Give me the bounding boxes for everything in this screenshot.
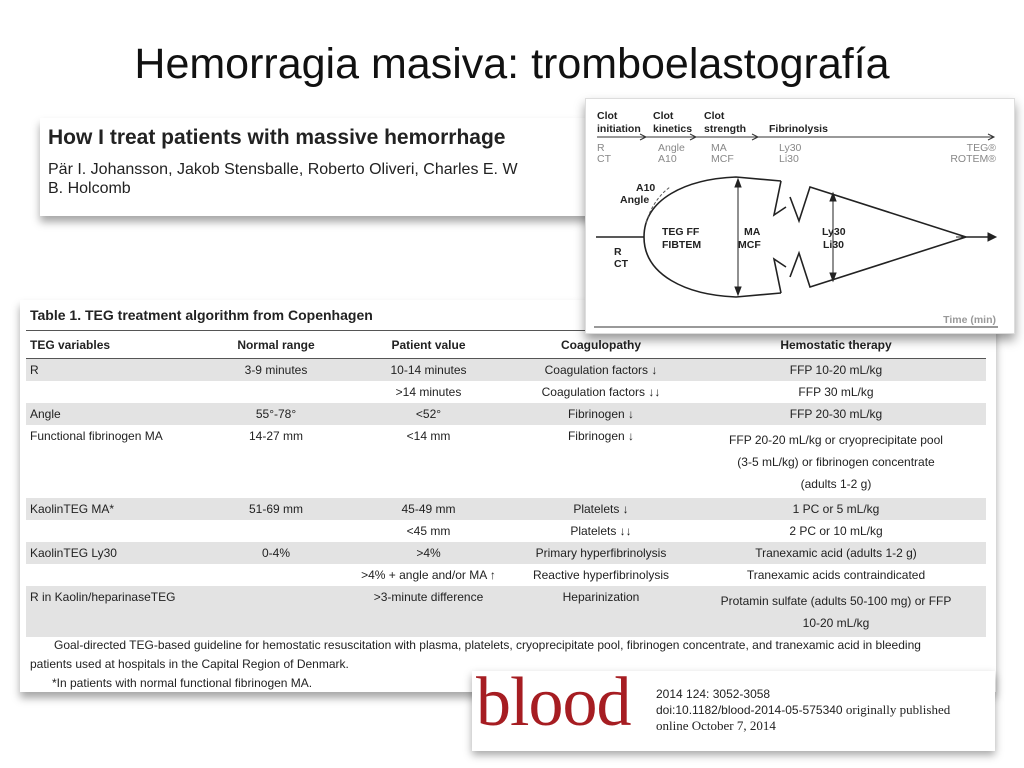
- label-ct: CT: [614, 258, 628, 270]
- table-row: [26, 425, 986, 498]
- ma-arrow-head-down: [735, 287, 741, 295]
- label-a10: A10: [636, 182, 656, 194]
- cell-patient: >14 minutes: [395, 385, 462, 399]
- table-row: [26, 381, 986, 403]
- cell-variable: KaolinTEG MA*: [26, 498, 211, 520]
- cell-coagulopathy: Fibrinogen ↓: [567, 429, 635, 443]
- teg-diagram-card: [585, 98, 1015, 334]
- cell-variable: Angle: [26, 403, 211, 425]
- cell-normal: [211, 381, 341, 403]
- cell-patient: >4% + angle and/or MA ↑: [361, 568, 496, 582]
- table-row: [26, 403, 986, 425]
- param-teg-angle: Angle: [658, 142, 685, 154]
- phase-1-line-1: Clot: [597, 110, 618, 122]
- table-row: [26, 359, 986, 382]
- therapy-line-3: (adults 1-2 g): [800, 477, 872, 491]
- phase-1-line-2: initiation: [597, 123, 641, 135]
- cell-variable: [26, 564, 211, 586]
- citation-doi: doi:10.1182/blood-2014-05-575340: [656, 703, 843, 717]
- phase-2-line-1: Clot: [653, 110, 674, 122]
- cell-normal: 55°-78°: [211, 403, 341, 425]
- table-row: [26, 520, 986, 542]
- cell-variable: Functional fibrinogen MA: [30, 429, 163, 443]
- col-header-patient-value: Patient value: [341, 331, 516, 359]
- brand-teg: TEG®: [966, 142, 996, 154]
- citation-line-3: online October 7, 2014: [656, 718, 776, 733]
- cell-normal: 51-69 mm: [211, 498, 341, 520]
- tracing-end-arrow: [988, 233, 996, 241]
- cell-variable: R: [26, 359, 211, 382]
- param-teg-ly30: Ly30: [779, 142, 802, 154]
- footnote-line-3: *In patients with normal functional fibrinogen MA.: [52, 676, 313, 690]
- teg-tracing-diagram: [586, 99, 1015, 334]
- journal-citation: [656, 687, 991, 733]
- cell-therapy: [686, 586, 986, 637]
- cell-coagulopathy: Heparinization: [516, 586, 686, 637]
- cell-patient: <45 mm: [406, 524, 451, 538]
- cell-coagulopathy: Fibrinogen ↓: [516, 403, 686, 425]
- table-row: [26, 498, 986, 520]
- therapy-line-1: Protamin sulfate (adults 50-100 mg) or FFP: [720, 594, 952, 608]
- cell-therapy: Tranexamic acids contraindicated: [746, 568, 926, 582]
- citation-line-1: 2014 124: 3052-3058: [656, 687, 771, 701]
- cell-patient: <14 mm: [406, 429, 451, 443]
- col-header-normal-range: Normal range: [211, 331, 341, 359]
- col-header-variables: TEG variables: [26, 331, 211, 359]
- param-rotem-li30: Li30: [779, 153, 799, 165]
- table-row: [26, 564, 986, 586]
- blood-journal-card: [472, 671, 995, 751]
- paper-authors: [48, 160, 607, 198]
- phase-3-line-2: strength: [704, 123, 746, 135]
- cell-patient: 10-14 minutes: [341, 359, 516, 382]
- table-header-row: [26, 331, 986, 359]
- table-row: [26, 586, 986, 637]
- therapy-line-1: FFP 20-20 mL/kg or cryoprecipitate pool: [729, 433, 943, 447]
- cell-coagulopathy: Platelets ↓↓: [570, 524, 632, 538]
- cell-therapy: FFP 10-20 mL/kg: [686, 359, 986, 382]
- table-row: [26, 542, 986, 564]
- param-teg-ma: MA: [711, 142, 727, 154]
- slide-title: Hemorragia masiva: tromboelastografía: [134, 40, 890, 88]
- label-teg-ff: TEG FF: [662, 226, 700, 238]
- cell-variable: KaolinTEG Ly30: [26, 542, 211, 564]
- label-r: R: [614, 246, 622, 258]
- tracing-upper-break: [774, 181, 786, 215]
- citation-line-2: [656, 702, 991, 718]
- cell-coagulopathy: Reactive hyperfibrinolysis: [532, 568, 670, 582]
- cell-coagulopathy: Primary hyperfibrinolysis: [516, 542, 686, 564]
- cell-variable: R in Kaolin/heparinaseTEG: [26, 586, 211, 637]
- cell-variable: [26, 381, 211, 403]
- cell-patient: <52°: [341, 403, 516, 425]
- paper-header-card: [40, 118, 615, 216]
- cell-coagulopathy: Coagulation factors ↓↓: [541, 385, 661, 399]
- teg-table-card: [20, 300, 996, 692]
- authors-line-2: B. Holcomb: [48, 180, 131, 197]
- cell-coagulopathy: Coagulation factors ↓: [516, 359, 686, 382]
- cell-therapy: FFP 30 mL/kg: [798, 385, 874, 399]
- cell-therapy: FFP 20-30 mL/kg: [686, 403, 986, 425]
- paper-title: How I treat patients with massive hemorrhage: [48, 126, 506, 149]
- cell-patient: 45-49 mm: [341, 498, 516, 520]
- ma-arrow-head-up: [735, 179, 741, 187]
- therapy-line-2: 10-20 mL/kg: [802, 616, 870, 630]
- label-ma: MA: [744, 226, 761, 238]
- cell-therapy: [686, 425, 986, 498]
- teg-algorithm-table: [26, 330, 986, 637]
- cell-normal: 3-9 minutes: [211, 359, 341, 382]
- cell-patient: >3-minute difference: [341, 586, 516, 637]
- cell-patient: >4%: [341, 542, 516, 564]
- label-time-min: Time (min): [943, 314, 996, 326]
- label-li30: Li30: [823, 239, 845, 251]
- param-rotem-ct: CT: [597, 153, 611, 165]
- cell-normal: [211, 586, 341, 637]
- brand-rotem: ROTEM®: [950, 153, 996, 165]
- cell-normal: 14-27 mm: [248, 429, 304, 443]
- phase-3-line-1: Clot: [704, 110, 725, 122]
- cell-therapy: 1 PC or 5 mL/kg: [686, 498, 986, 520]
- cell-normal: [211, 520, 341, 542]
- therapy-line-2: (3-5 mL/kg) or fibrinogen concentrate: [737, 455, 935, 469]
- cell-variable: [26, 520, 211, 542]
- citation-published: originally published: [842, 702, 951, 717]
- label-angle: Angle: [620, 194, 650, 206]
- tracing-upper-lysis: [790, 187, 966, 237]
- table-title: Table 1. TEG treatment algorithm from Copenhagen: [30, 307, 373, 323]
- authors-line-1: Pär I. Johansson, Jakob Stensballe, Roberto Oliveri, Charles E. W: [48, 161, 518, 178]
- footnote-line-1: Goal-directed TEG-based guideline for hemostatic resuscitation with plasma, platelets, cryoprecipitate pool, fibrinogen concentrate, and tranexamic acid in bleeding: [54, 638, 921, 652]
- param-rotem-a10: A10: [658, 153, 677, 165]
- tracing-lower-break: [774, 259, 786, 293]
- tracing-lower-lysis: [790, 237, 966, 287]
- blood-journal-logo: blood: [476, 671, 631, 741]
- cell-therapy: 2 PC or 10 mL/kg: [789, 524, 883, 538]
- phase-2-line-2: kinetics: [653, 123, 693, 135]
- phase-4-line-1: Fibrinolysis: [769, 123, 828, 135]
- cell-coagulopathy: Platelets ↓: [516, 498, 686, 520]
- param-teg-r: R: [597, 142, 605, 154]
- col-header-coagulopathy: Coagulopathy: [516, 331, 686, 359]
- label-fibtem: FIBTEM: [662, 239, 702, 251]
- label-mcf: MCF: [738, 239, 761, 251]
- cell-normal: 0-4%: [211, 542, 341, 564]
- label-ly30: Ly30: [822, 226, 846, 238]
- cell-normal: [211, 564, 341, 586]
- footnote-line-2: patients used at hospitals in the Capital Region of Denmark.: [30, 657, 349, 671]
- param-rotem-mcf: MCF: [711, 153, 734, 165]
- col-header-therapy: Hemostatic therapy: [686, 331, 986, 359]
- cell-therapy: Tranexamic acid (adults 1-2 g): [686, 542, 986, 564]
